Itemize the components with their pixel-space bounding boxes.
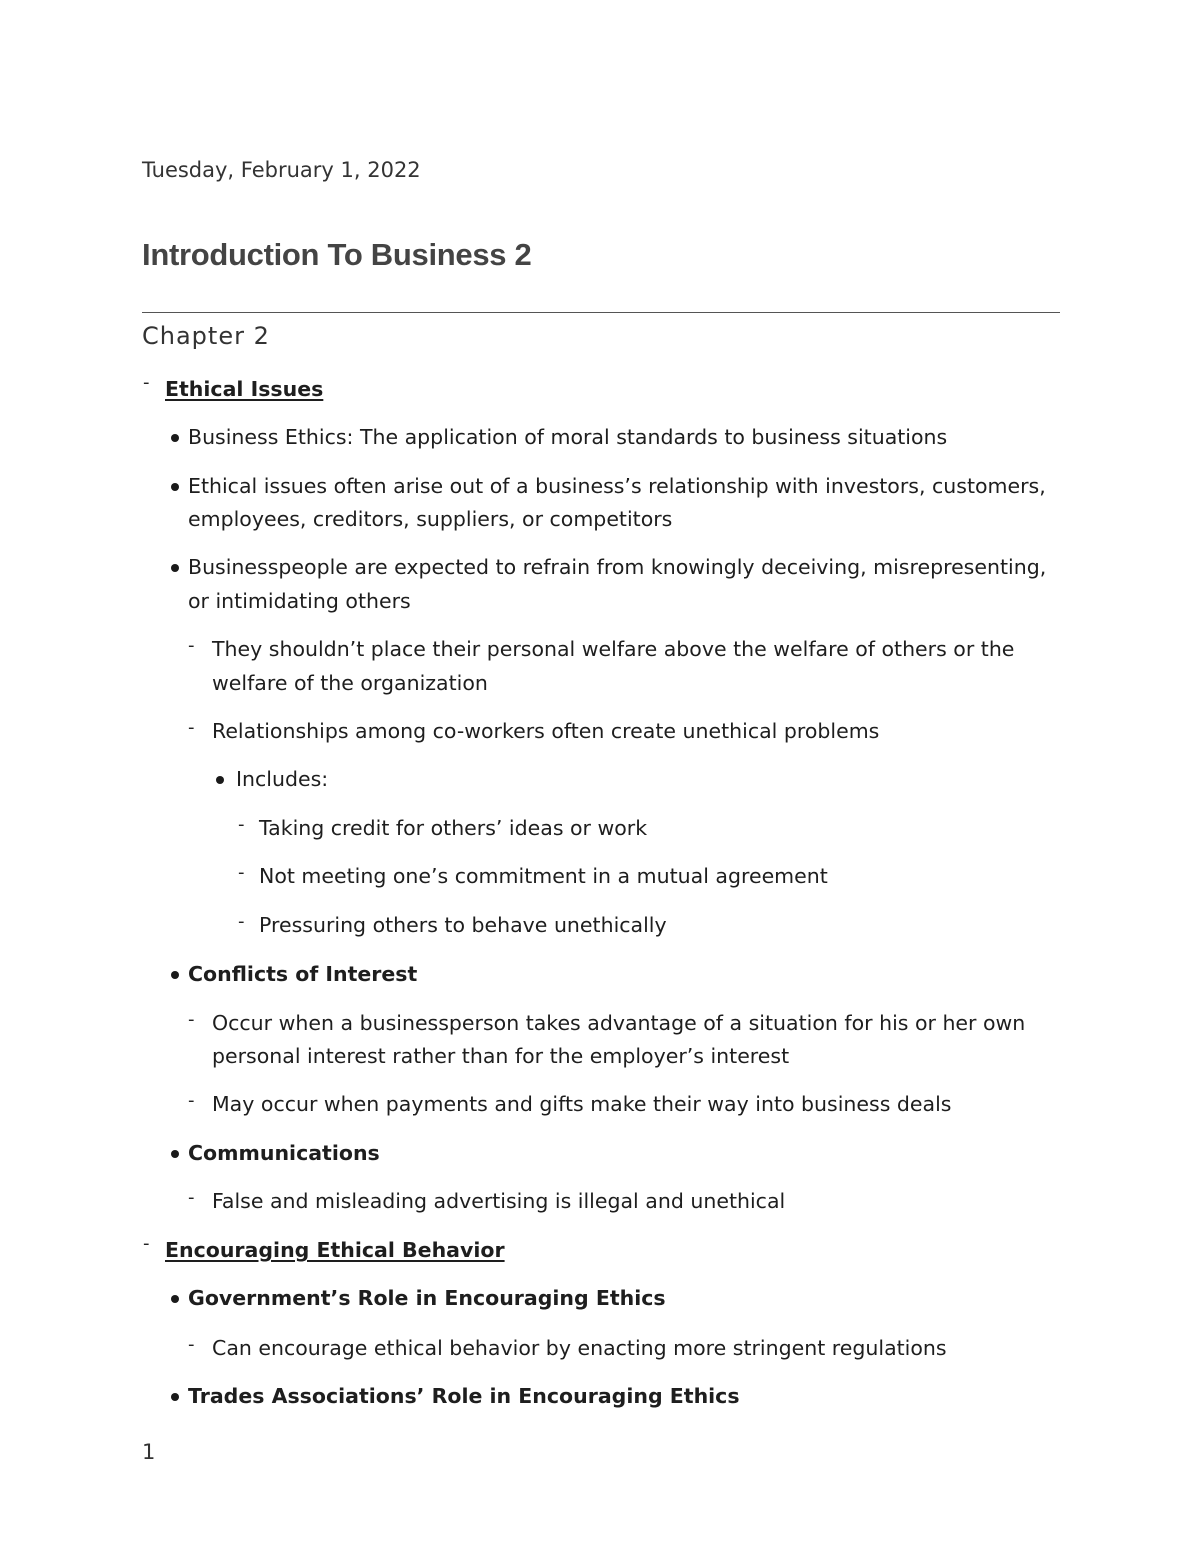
- bullet-dash-icon: -: [238, 911, 245, 932]
- outline-text: False and misleading advertising is illegal and unethical: [212, 1189, 786, 1213]
- outline-text: Taking credit for others’ ideas or work: [259, 816, 648, 840]
- bullet-dash-icon: -: [188, 1009, 195, 1030]
- section-heading: Ethical Issues: [165, 377, 324, 401]
- bullet-dot-icon: [171, 1295, 179, 1303]
- outline-text: They shouldn’t place their personal welfare above the welfare of others or the: [212, 637, 1015, 661]
- outline-text: Not meeting one’s commitment in a mutual agreement: [259, 864, 828, 888]
- section-heading: Encouraging Ethical Behavior: [165, 1238, 505, 1262]
- outline-text: Occur when a businessperson takes advantage of a situation for his or her own: [212, 1011, 1026, 1035]
- outline-text: welfare of the organization: [212, 671, 488, 695]
- bullet-dash-icon: -: [238, 862, 245, 883]
- bullet-dash-icon: -: [143, 372, 150, 393]
- note-date: Tuesday, February 1, 2022: [142, 158, 421, 182]
- bullet-dash-icon: -: [238, 814, 245, 835]
- outline-text: personal interest rather than for the employer’s interest: [212, 1044, 790, 1068]
- bullet-dot-icon: [171, 564, 179, 572]
- bullet-dash-icon: -: [188, 717, 195, 738]
- page-number: 1: [142, 1440, 156, 1464]
- bullet-dash-icon: -: [188, 1334, 195, 1355]
- outline-text: or intimidating others: [188, 589, 411, 613]
- bullet-dash-icon: -: [188, 635, 195, 656]
- bullet-dot-icon: [171, 1393, 179, 1401]
- outline-text: Can encourage ethical behavior by enacting more stringent regulations: [212, 1336, 947, 1360]
- outline-text: Businesspeople are expected to refrain from knowingly deceiving, misrepresenting,: [188, 555, 1047, 579]
- outline-text: Ethical issues often arise out of a business’s relationship with investors, customers,: [188, 474, 1046, 498]
- bullet-dash-icon: -: [188, 1090, 195, 1111]
- outline-text: Business Ethics: The application of moral standards to business situations: [188, 425, 948, 449]
- bullet-dot-icon: [171, 434, 179, 442]
- subsection-heading: Trades Associations’ Role in Encouraging Ethics: [188, 1384, 740, 1408]
- chapter-heading: Chapter 2: [142, 322, 270, 350]
- outline-text: Relationships among co-workers often create unethical problems: [212, 719, 880, 743]
- bullet-dash-icon: -: [188, 1187, 195, 1208]
- subsection-heading: Communications: [188, 1141, 380, 1165]
- bullet-dash-icon: -: [143, 1233, 150, 1254]
- title-divider: [142, 312, 1060, 313]
- outline-text: Includes:: [236, 767, 329, 791]
- subsection-heading: Government’s Role in Encouraging Ethics: [188, 1286, 666, 1310]
- outline-text: May occur when payments and gifts make their way into business deals: [212, 1092, 952, 1116]
- bullet-dot-icon: [216, 776, 224, 784]
- subsection-heading: Conflicts of Interest: [188, 962, 418, 986]
- outline-text: employees, creditors, suppliers, or competitors: [188, 507, 673, 531]
- page-title: Introduction To Business 2: [142, 237, 532, 272]
- outline-text: Pressuring others to behave unethically: [259, 913, 667, 937]
- bullet-dot-icon: [171, 1150, 179, 1158]
- bullet-dot-icon: [171, 971, 179, 979]
- bullet-dot-icon: [171, 483, 179, 491]
